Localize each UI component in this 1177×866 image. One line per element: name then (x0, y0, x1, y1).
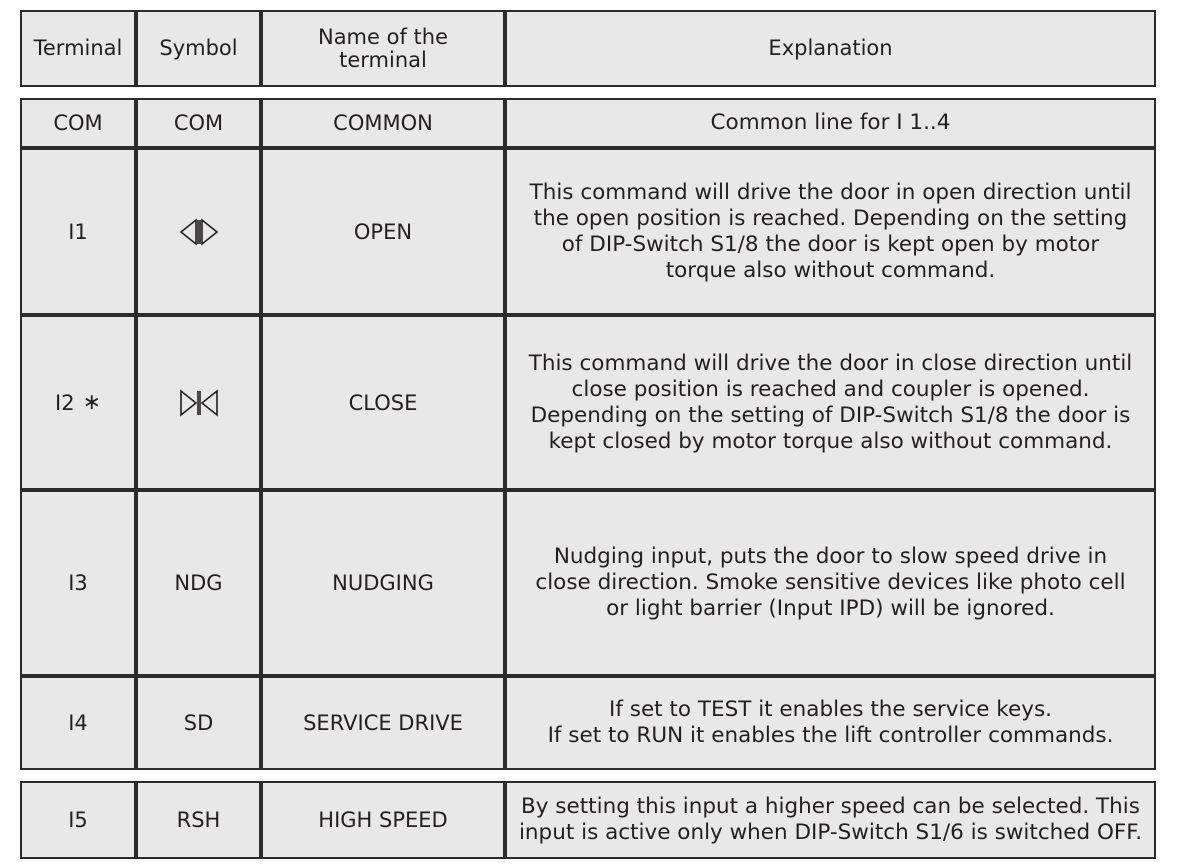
table-row-i3-explanation (505, 490, 1156, 676)
table-row-i5-explanation (505, 781, 1156, 859)
table-row-com-terminal (20, 98, 136, 148)
table-row-i1-explanation (505, 148, 1156, 315)
name-value: NUDGING (332, 571, 434, 595)
terminal-value: I5 (68, 808, 88, 832)
table-row-i1-terminal (20, 148, 136, 315)
table-row-com-name (261, 98, 505, 148)
name-value: OPEN (353, 219, 413, 244)
explanation-value: If set to TEST it enables the service keys. If set to RUN it enables the lift controller commands. (547, 697, 1114, 748)
header-symbol (136, 10, 261, 87)
header-name (261, 10, 505, 87)
name-value: HIGH SPEED (318, 808, 448, 832)
table-row-i3-name (261, 490, 505, 676)
terminal-value: I2 (55, 390, 75, 415)
header-terminal-label: Terminal (33, 36, 123, 60)
table-row-i1-symbol (136, 148, 261, 315)
header-symbol-label: Symbol (159, 36, 238, 60)
name-value: CLOSE (348, 390, 418, 415)
table-row-i5-terminal (20, 781, 136, 859)
table-row-i4-name (261, 676, 505, 770)
table-row-i2-symbol (136, 315, 261, 490)
table-row-i4-terminal (20, 676, 136, 770)
table-row-i2-terminal (20, 315, 136, 490)
symbol-value: NDG (174, 571, 223, 595)
header-name-label: Name of the terminal (317, 24, 448, 72)
table-row-i2-name (261, 315, 505, 490)
table-row-com-explanation (505, 98, 1156, 148)
terminal-value: I1 (68, 219, 88, 244)
explanation-value: Common line for I 1..4 (710, 110, 951, 135)
header-terminal (20, 10, 136, 87)
table-row-i4-symbol (136, 676, 261, 770)
asterisk-icon: ∗ (82, 389, 101, 415)
terminal-value: I4 (68, 711, 88, 735)
table-row-i1-name (261, 148, 505, 315)
open-arrows-icon (178, 217, 220, 247)
table-row-i5-name (261, 781, 505, 859)
terminal-value: COM (53, 111, 103, 135)
name-value: SERVICE DRIVE (303, 711, 463, 735)
header-explanation (505, 10, 1156, 87)
explanation-value: Nudging input, puts the door to slow speed drive in close direction. Smoke sensitive devices like photo cell or light barrier (Input IPD) will be ignored. (535, 544, 1126, 621)
terminal-value: I3 (68, 571, 88, 595)
table-row-i5-symbol (136, 781, 261, 859)
table-row-i4-explanation (505, 676, 1156, 770)
explanation-value: This command will drive the door in close direction until close position is reached and coupler is opened. Depending on the setting of DIP-Switch S1/8 the door is kept closed by motor torque also without command. (528, 350, 1133, 454)
header-explanation-label: Explanation (768, 36, 893, 60)
close-arrows-icon (178, 388, 220, 418)
explanation-value: This command will drive the door in open direction until the open position is reached. Depending on the setting of DIP-Switch S1/8 the door is kept open by motor torque also without command. (529, 179, 1132, 283)
explanation-value: By setting this input a higher speed can be selected. This input is active only when DIP-Switch S1/6 is switched OFF. (518, 794, 1143, 845)
table-row-i3-terminal (20, 490, 136, 676)
symbol-value: SD (183, 711, 214, 735)
symbol-value: RSH (176, 808, 221, 832)
table-row-i2-explanation (505, 315, 1156, 490)
table-row-com-symbol (136, 98, 261, 148)
symbol-value: COM (173, 111, 224, 135)
table-row-i3-symbol (136, 490, 261, 676)
name-value: COMMON (333, 111, 433, 135)
